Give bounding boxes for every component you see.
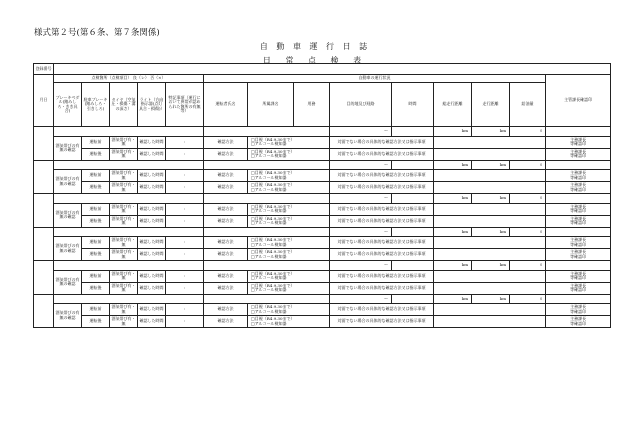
option-visual-check[interactable]: □目視（R4.9.30まで） <box>251 282 295 288</box>
check-time-value[interactable]: : <box>166 304 204 316</box>
after-driving-label: 運転後 <box>82 282 110 294</box>
time-range-cell[interactable]: ～ <box>330 227 392 237</box>
check-time-value[interactable]: : <box>166 182 204 194</box>
option-visual-check[interactable]: □目視（R4.9.30まで） <box>251 316 295 322</box>
option-visual-check[interactable]: □目視（R4.9.30まで） <box>251 182 295 188</box>
chief-stamp-cell[interactable] <box>546 249 611 261</box>
col-purpose: 用務 <box>294 83 330 127</box>
check-method-options[interactable] <box>248 203 330 215</box>
chief-label: 主務課長 <box>570 249 587 255</box>
approval-cell[interactable] <box>546 127 611 137</box>
inspection-log-sheet <box>33 63 611 328</box>
registration-number-label: 登録番号 <box>34 64 54 75</box>
blank-cell[interactable] <box>434 237 546 249</box>
witness-label: 等確認印 <box>570 275 587 280</box>
time-cell[interactable] <box>392 227 434 237</box>
witness-label: 等確認印 <box>570 287 587 292</box>
chief-label: 主務課長 <box>570 304 587 310</box>
document-title: 自 動 車 運 行 日 誌 <box>259 42 371 51</box>
remote-check-note: 対面でない場合の具体的な確認方法又は指示事項 <box>330 237 434 249</box>
blank-cell[interactable] <box>434 304 546 316</box>
km-cell[interactable]: km <box>472 294 510 304</box>
fuel-cell[interactable]: ℓ <box>510 194 546 204</box>
after-driving-label: 運転後 <box>82 316 110 328</box>
witness-label: 等確認印 <box>570 208 587 213</box>
col-special-notes: 特記事項（運行において異常が認められた箇所の有無等） <box>166 83 204 127</box>
alcohol-yes-no[interactable]: 酒気帯び有・無 <box>111 237 136 247</box>
approval-cell[interactable] <box>546 194 611 204</box>
fuel-cell[interactable]: ℓ <box>510 127 546 137</box>
option-alcohol-detector[interactable]: □アルコール検知器 <box>251 208 287 213</box>
before-driving-label: 運転前 <box>82 203 110 215</box>
total-km-cell[interactable]: km <box>434 261 472 271</box>
col-fuel: 給油量 <box>510 83 546 127</box>
alcohol-yes-no[interactable]: 酒気帯び有・無 <box>111 148 136 158</box>
before-driving-label: 運転前 <box>82 170 110 182</box>
chief-label: 主務課長 <box>570 203 587 209</box>
chief-stamp-cell[interactable] <box>546 203 611 215</box>
col-tires: タイヤ（空気圧・損傷・溝の深さ） <box>110 83 138 127</box>
col-driver-name: 運転者氏名 <box>204 83 248 127</box>
option-alcohol-detector[interactable]: □アルコール検知器 <box>251 287 287 292</box>
blank-cell[interactable] <box>434 182 546 194</box>
date-cell[interactable] <box>34 294 54 328</box>
check-time-label: 確認した時間 <box>138 249 166 261</box>
operation-header: 自動車の運行状況 <box>204 75 546 83</box>
chief-label: 主務課長 <box>570 282 587 288</box>
option-visual-check[interactable]: □目視（R4.9.30まで） <box>251 304 295 310</box>
option-alcohol-detector[interactable]: □アルコール検知器 <box>251 275 287 280</box>
check-method-options[interactable] <box>248 170 330 182</box>
trip-info-cell[interactable] <box>204 127 330 137</box>
remote-check-note: 対面でない場合の具体的な確認方法又は指示事項 <box>330 316 434 328</box>
alcohol-yes-no[interactable]: 酒気帯び有・無 <box>111 182 136 192</box>
inspection-checks-cell[interactable] <box>54 127 204 137</box>
total-km-cell[interactable]: km <box>434 227 472 237</box>
approval-cell[interactable] <box>546 294 611 304</box>
option-alcohol-detector[interactable]: □アルコール検知器 <box>251 153 287 158</box>
trip-info-cell[interactable] <box>204 160 330 170</box>
before-driving-label: 運転前 <box>82 237 110 249</box>
chief-label: 主務課長 <box>570 316 587 322</box>
check-time-value[interactable]: : <box>166 237 204 249</box>
km-cell[interactable]: km <box>472 127 510 137</box>
chief-stamp-cell[interactable] <box>546 148 611 160</box>
blank-cell[interactable] <box>434 316 546 328</box>
before-driving-label: 運転前 <box>82 304 110 316</box>
alcohol-yes-no[interactable]: 酒気帯び有・無 <box>111 316 136 326</box>
inspection-checks-cell[interactable] <box>54 194 204 204</box>
option-alcohol-detector[interactable]: □アルコール検知器 <box>251 220 287 225</box>
time-range-cell[interactable]: ～ <box>330 127 392 137</box>
col-time: 時間 <box>392 83 434 127</box>
option-visual-check[interactable]: □目視（R4.9.30まで） <box>251 237 295 243</box>
col-parking-brake: 駐車ブレーキ(踏みしろ・引きしろ) <box>82 83 110 127</box>
check-time-value[interactable]: : <box>166 282 204 294</box>
check-method-options[interactable] <box>248 249 330 261</box>
check-time-value[interactable]: : <box>166 136 204 148</box>
alcohol-check-label: 酒気帯びの有無の確認 <box>54 270 82 294</box>
approval-cell[interactable] <box>546 160 611 170</box>
time-cell[interactable] <box>392 127 434 137</box>
witness-label: 等確認印 <box>570 186 587 192</box>
date-cell[interactable] <box>34 160 54 194</box>
chief-stamp-cell[interactable] <box>546 282 611 294</box>
col-distance: 走行距離 <box>472 83 510 127</box>
inspection-checks-cell[interactable] <box>54 294 204 304</box>
remote-check-note: 対面でない場合の具体的な確認方法又は指示事項 <box>330 282 434 294</box>
option-alcohol-detector[interactable]: □アルコール検知器 <box>251 308 287 314</box>
time-cell[interactable] <box>392 194 434 204</box>
check-time-label: 確認した時間 <box>138 203 166 215</box>
check-method-options[interactable] <box>248 148 330 160</box>
alcohol-check-label: 酒気帯びの有無の確認 <box>54 203 82 227</box>
document-subtitle: 日 常 点 検 表 <box>262 56 368 65</box>
option-alcohol-detector[interactable]: □アルコール検知器 <box>251 186 287 192</box>
km-cell[interactable]: km <box>472 227 510 237</box>
chief-stamp-cell[interactable] <box>546 170 611 182</box>
after-driving-label: 運転後 <box>82 148 110 160</box>
col-lights: ライト（方向指示器(点灯具合・損傷)） <box>138 83 166 127</box>
time-cell[interactable] <box>392 261 434 271</box>
chief-stamp-cell[interactable] <box>546 136 611 148</box>
check-time-value[interactable]: : <box>166 316 204 328</box>
month-day-header: 月日 <box>34 75 54 127</box>
chief-label: 主務課長 <box>570 215 587 221</box>
check-time-label: 確認した時間 <box>138 170 166 182</box>
check-method-options[interactable] <box>248 215 330 227</box>
total-km-cell[interactable]: km <box>434 194 472 204</box>
method-label: 確認方法 <box>204 215 248 227</box>
total-km-cell[interactable]: km <box>434 160 472 170</box>
alcohol-yes-no[interactable]: 酒気帯び有・無 <box>111 203 136 213</box>
method-label: 確認方法 <box>204 203 248 215</box>
witness-label: 等確認印 <box>570 141 587 146</box>
remote-check-note: 対面でない場合の具体的な確認方法又は指示事項 <box>330 249 434 261</box>
blank-cell[interactable] <box>434 136 546 148</box>
method-label: 確認方法 <box>204 136 248 148</box>
alcohol-yes-no[interactable]: 酒気帯び有・無 <box>111 270 136 280</box>
after-driving-label: 運転後 <box>82 182 110 194</box>
alcohol-check-label: 酒気帯びの有無の確認 <box>54 237 82 261</box>
total-km-cell[interactable]: km <box>434 127 472 137</box>
fuel-cell[interactable]: ℓ <box>510 160 546 170</box>
alcohol-yes-no[interactable]: 酒気帯び有・無 <box>111 282 136 292</box>
option-visual-check[interactable]: □目視（R4.9.30まで） <box>251 270 295 276</box>
option-alcohol-detector[interactable]: □アルコール検知器 <box>251 174 287 180</box>
blank-cell[interactable] <box>434 249 546 261</box>
option-visual-check[interactable]: □目視（R4.9.30まで） <box>251 215 295 221</box>
remote-check-note: 対面でない場合の具体的な確認方法又は指示事項 <box>330 136 434 148</box>
date-cell[interactable] <box>34 261 54 295</box>
method-label: 確認方法 <box>204 304 248 316</box>
check-method-options[interactable] <box>248 282 330 294</box>
inspection-log-table <box>33 63 611 328</box>
check-time-label: 確認した時間 <box>138 270 166 282</box>
time-cell[interactable] <box>392 294 434 304</box>
time-range-cell[interactable]: ～ <box>330 194 392 204</box>
option-visual-check[interactable]: □目視（R4.9.30まで） <box>251 148 295 154</box>
alcohol-check-label: 酒気帯びの有無の確認 <box>54 170 82 194</box>
check-method-options[interactable] <box>248 136 330 148</box>
check-time-label: 確認した時間 <box>138 316 166 328</box>
option-alcohol-detector[interactable]: □アルコール検知器 <box>251 241 287 247</box>
alcohol-check-label: 酒気帯びの有無の確認 <box>54 136 82 160</box>
date-cell[interactable] <box>34 127 54 161</box>
chief-stamp-cell[interactable] <box>546 316 611 328</box>
check-time-value[interactable]: : <box>166 249 204 261</box>
date-cell[interactable] <box>34 227 54 261</box>
alcohol-yes-no[interactable]: 酒気帯び有・無 <box>111 136 136 146</box>
witness-label: 等確認印 <box>570 320 587 326</box>
remote-check-note: 対面でない場合の具体的な確認方法又は指示事項 <box>330 270 434 282</box>
check-time-label: 確認した時間 <box>138 237 166 249</box>
col-route: 目的地及び経路 <box>330 83 392 127</box>
inspection-header: 点検箇所（点検項目） 良（レ） 否（×） <box>54 75 204 83</box>
check-time-label: 確認した時間 <box>138 282 166 294</box>
method-label: 確認方法 <box>204 237 248 249</box>
check-method-options[interactable] <box>248 304 330 316</box>
alcohol-yes-no[interactable]: 酒気帯び有・無 <box>111 249 136 259</box>
total-km-cell[interactable]: km <box>434 294 472 304</box>
blank-cell[interactable] <box>434 203 546 215</box>
option-visual-check[interactable]: □目視（R4.9.30まで） <box>251 203 295 209</box>
check-time-value[interactable]: : <box>166 203 204 215</box>
check-time-label: 確認した時間 <box>138 182 166 194</box>
method-label: 確認方法 <box>204 316 248 328</box>
before-driving-label: 運転前 <box>82 270 110 282</box>
check-time-label: 確認した時間 <box>138 215 166 227</box>
chief-label: 主務課長 <box>570 136 587 142</box>
chief-stamp-cell[interactable] <box>546 215 611 227</box>
witness-label: 等確認印 <box>570 253 587 259</box>
date-cell[interactable] <box>34 194 54 228</box>
alcohol-check-label: 酒気帯びの有無の確認 <box>54 304 82 328</box>
time-range-cell[interactable]: ～ <box>330 261 392 271</box>
time-cell[interactable] <box>392 160 434 170</box>
check-method-options[interactable] <box>248 182 330 194</box>
chief-label: 主務課長 <box>570 182 587 188</box>
chief-label: 主務課長 <box>570 270 587 276</box>
method-label: 確認方法 <box>204 282 248 294</box>
check-time-label: 確認した時間 <box>138 148 166 160</box>
check-time-value[interactable]: : <box>166 148 204 160</box>
witness-label: 等確認印 <box>570 308 587 314</box>
km-cell[interactable]: km <box>472 160 510 170</box>
check-time-label: 確認した時間 <box>138 304 166 316</box>
inspection-checks-cell[interactable] <box>54 160 204 170</box>
option-alcohol-detector[interactable]: □アルコール検知器 <box>251 320 287 326</box>
remote-check-note: 対面でない場合の具体的な確認方法又は指示事項 <box>330 203 434 215</box>
trip-info-cell[interactable] <box>204 294 330 304</box>
witness-label: 等確認印 <box>570 153 587 158</box>
chief-stamp-cell[interactable] <box>546 304 611 316</box>
blank-cell[interactable] <box>434 148 546 160</box>
method-label: 確認方法 <box>204 182 248 194</box>
inspection-checks-cell[interactable] <box>54 227 204 237</box>
chief-stamp-cell[interactable] <box>546 237 611 249</box>
remote-check-note: 対面でない場合の具体的な確認方法又は指示事項 <box>330 148 434 160</box>
remote-check-note: 対面でない場合の具体的な確認方法又は指示事項 <box>330 215 434 227</box>
witness-label: 等確認印 <box>570 241 587 247</box>
trip-info-cell[interactable] <box>204 227 330 237</box>
approval-header: 主管課長確認印 <box>546 75 611 127</box>
remote-check-note: 対面でない場合の具体的な確認方法又は指示事項 <box>330 304 434 316</box>
fuel-cell[interactable]: ℓ <box>510 227 546 237</box>
check-method-options[interactable] <box>248 237 330 249</box>
chief-stamp-cell[interactable] <box>546 182 611 194</box>
witness-label: 等確認印 <box>570 220 587 225</box>
blank-cell[interactable] <box>434 170 546 182</box>
trip-info-cell[interactable] <box>204 261 330 271</box>
after-driving-label: 運転後 <box>82 249 110 261</box>
blank-cell[interactable] <box>434 215 546 227</box>
trip-info-cell[interactable] <box>204 194 330 204</box>
col-total-distance: 総走行距離 <box>434 83 472 127</box>
option-visual-check[interactable]: □目視（R4.9.30まで） <box>251 136 295 142</box>
time-range-cell[interactable]: ～ <box>330 294 392 304</box>
col-department: 所属課名 <box>248 83 294 127</box>
blank-cell[interactable] <box>434 282 546 294</box>
chief-stamp-cell[interactable] <box>546 270 611 282</box>
km-cell[interactable]: km <box>472 194 510 204</box>
check-time-value[interactable]: : <box>166 270 204 282</box>
remote-check-note: 対面でない場合の具体的な確認方法又は指示事項 <box>330 170 434 182</box>
option-alcohol-detector[interactable]: □アルコール検知器 <box>251 253 287 259</box>
after-driving-label: 運転後 <box>82 215 110 227</box>
km-cell[interactable]: km <box>472 261 510 271</box>
registration-number-cell[interactable] <box>54 64 611 75</box>
check-method-options[interactable] <box>248 316 330 328</box>
fuel-cell[interactable]: ℓ <box>510 261 546 271</box>
time-range-cell[interactable]: ～ <box>330 160 392 170</box>
inspection-checks-cell[interactable] <box>54 261 204 271</box>
alcohol-yes-no[interactable]: 酒気帯び有・無 <box>111 304 136 314</box>
option-alcohol-detector[interactable]: □アルコール検知器 <box>251 141 287 146</box>
approval-cell[interactable] <box>546 227 611 237</box>
method-label: 確認方法 <box>204 170 248 182</box>
check-time-label: 確認した時間 <box>138 136 166 148</box>
option-visual-check[interactable]: □目視（R4.9.30まで） <box>251 170 295 176</box>
chief-label: 主務課長 <box>570 170 587 176</box>
before-driving-label: 運転前 <box>82 136 110 148</box>
check-time-value[interactable]: : <box>166 215 204 227</box>
method-label: 確認方法 <box>204 148 248 160</box>
method-label: 確認方法 <box>204 249 248 261</box>
remote-check-note: 対面でない場合の具体的な確認方法又は指示事項 <box>330 182 434 194</box>
option-visual-check[interactable]: □目視（R4.9.30まで） <box>251 249 295 255</box>
chief-label: 主務課長 <box>570 148 587 154</box>
chief-label: 主務課長 <box>570 237 587 243</box>
check-method-options[interactable] <box>248 270 330 282</box>
alcohol-yes-no[interactable]: 酒気帯び有・無 <box>111 215 136 225</box>
approval-cell[interactable] <box>546 261 611 271</box>
witness-label: 等確認印 <box>570 174 587 180</box>
blank-cell[interactable] <box>434 270 546 282</box>
form-label: 様式第２号(第６条、第７条関係) <box>34 28 160 38</box>
check-time-value[interactable]: : <box>166 170 204 182</box>
col-brake-pedal: ブレーキペダル(踏みしろ・きき具合) <box>54 83 82 127</box>
method-label: 確認方法 <box>204 270 248 282</box>
alcohol-yes-no[interactable]: 酒気帯び有・無 <box>111 170 136 180</box>
fuel-cell[interactable]: ℓ <box>510 294 546 304</box>
